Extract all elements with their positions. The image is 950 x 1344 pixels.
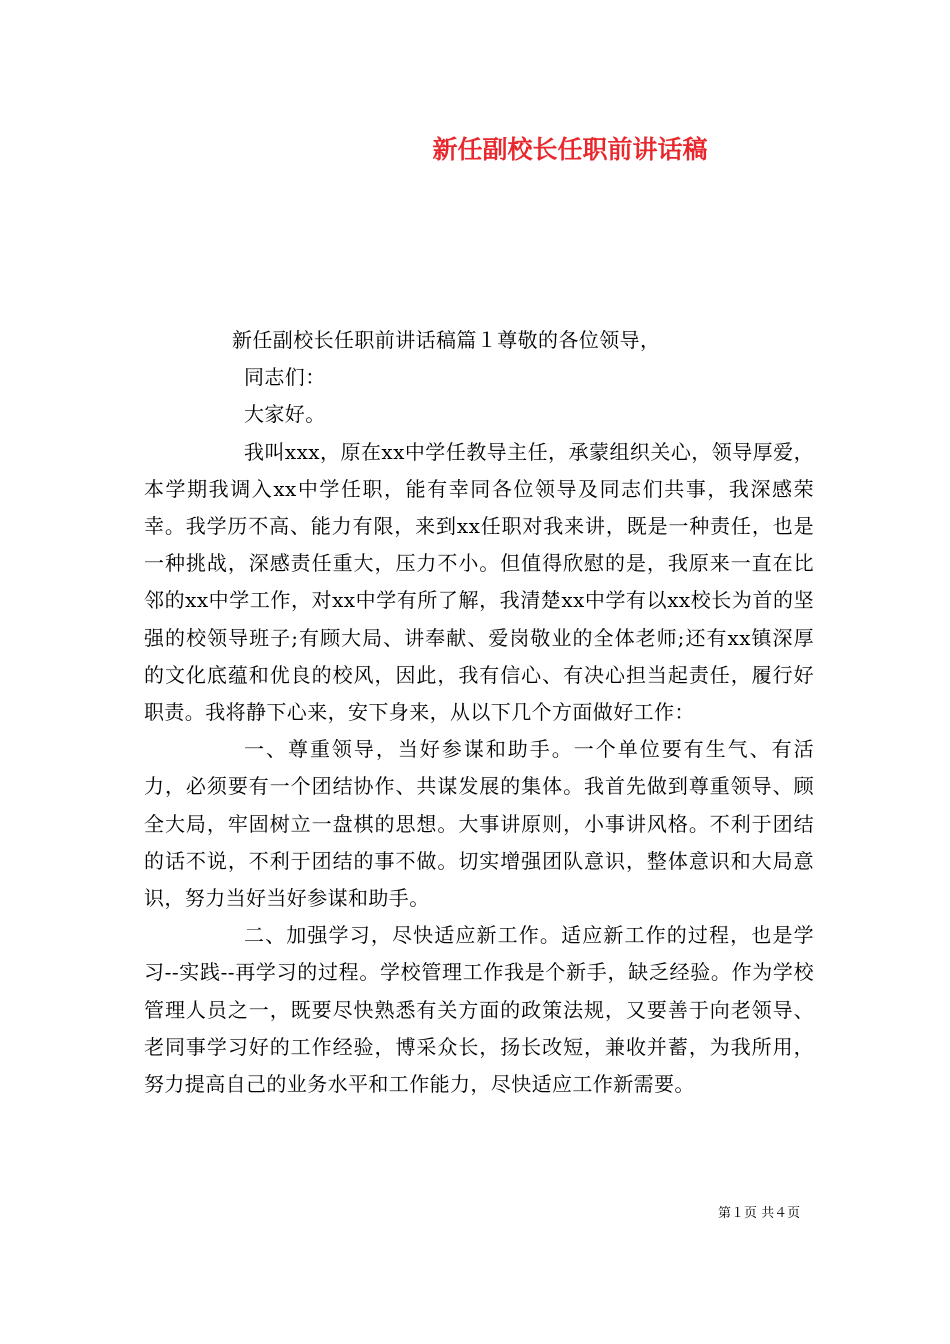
paragraph-address: 同志们： (244, 365, 326, 390)
paragraph-greeting: 大家好。 (244, 402, 326, 427)
paragraph-salutation: 新任副校长任职前讲话稿篇１尊敬的各位领导， (232, 328, 661, 352)
document-body (144, 322, 814, 1103)
paragraph-introduction: 我叫xxx，原在xx中学任教导主任，承蒙组织关心，领导厚爱，本学期我调入xx中学任职，能有幸同各位领导及同志们共事，我深感荣幸。我学历不高、能力有限，来到xx任职对我来讲，既是一种责任，也是一种挑战，深感责任重大，压力不小。但值得欣慰的是，我原来一直在比邻的xx中学工作，对xx中学有所了解，我清楚xx中学有以xx校长为首的坚强的校领导班子;有顾大局、讲奉献、爱岗敬业的全体老师;还有xx镇深厚的文化底蕴和优良的校风，因此，我有信心、有决心担当起责任，履行好职责。我将静下心来，安下身来，从以下几个方面做好工作： (144, 439, 814, 725)
document-title: 新任副校长任职前讲话稿 (432, 135, 708, 164)
paragraph-point-one: 一、尊重领导，当好参谋和助手。一个单位要有生气、有活力，必须要有一个团结协作、共谋发展的集体。我首先做到尊重领导、顾全大局，牢固树立一盘棋的思想。大事讲原则，小事讲风格。不利于团结的话不说，不利于团结的事不做。切实增强团队意识，整体意识和大局意识，努力当好当好参谋和助手。 (144, 737, 814, 911)
page-number: 第１页 共４页 (718, 1206, 801, 1221)
paragraph-point-two: 二、加强学习，尽快适应新工作。适应新工作的过程，也是学习--实践--再学习的过程。学校管理工作我是个新手，缺乏经验。作为学校管理人员之一，既要尽快熟悉有关方面的政策法规，又要善于向老领导、老同事学习好的工作经验，博采众长，扬长改短，兼收并蓄，为我所用，努力提高自己的业务水平和工作能力，尽快适应工作新需要。 (144, 923, 814, 1097)
